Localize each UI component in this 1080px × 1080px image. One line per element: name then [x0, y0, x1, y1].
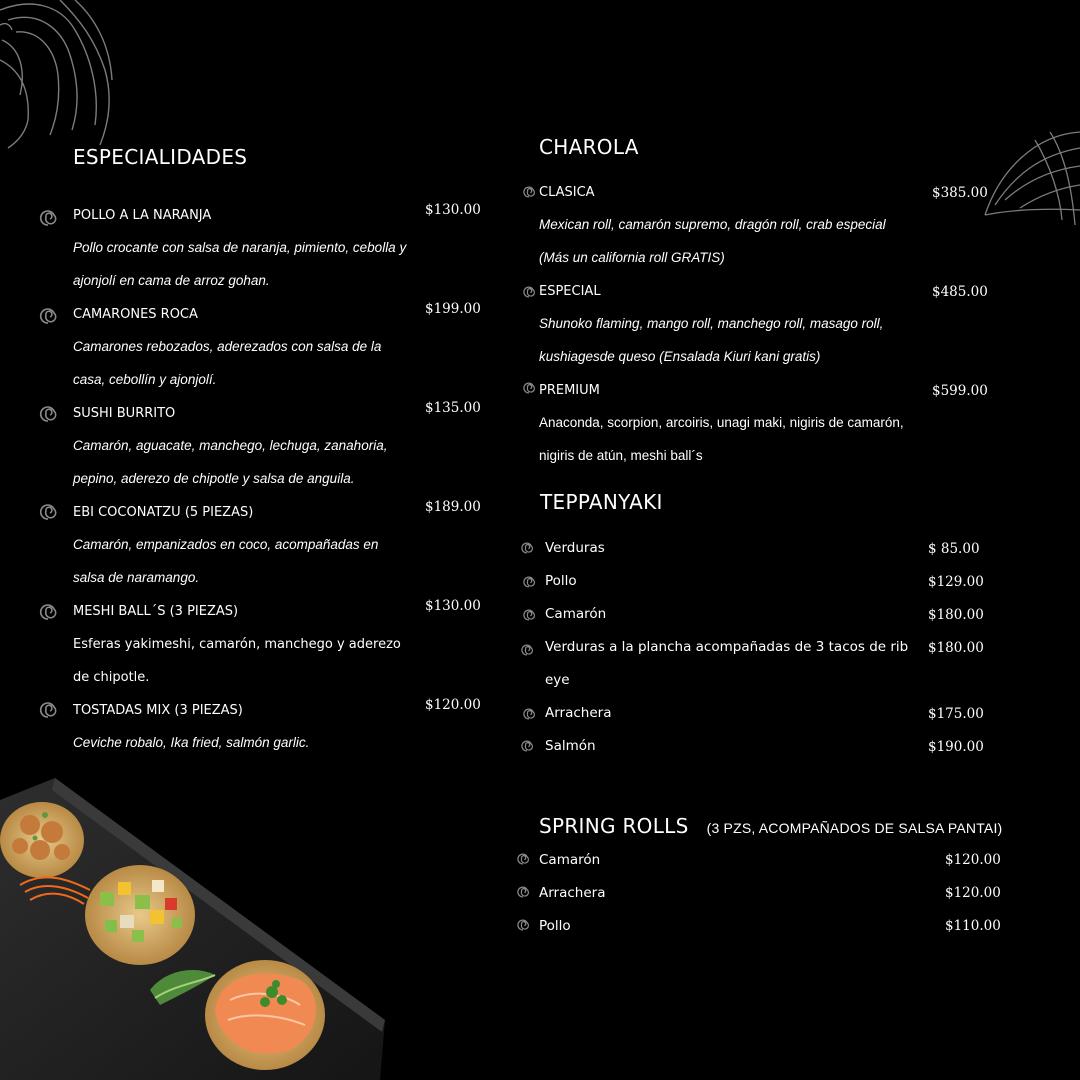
item-name: Pollo	[545, 573, 577, 589]
item-price: $189.00	[425, 499, 481, 515]
item-price: $180.00	[928, 640, 984, 656]
item-price: $180.00	[928, 607, 984, 623]
item-price: $129.00	[928, 574, 984, 590]
swirl-icon	[522, 707, 536, 721]
swirl-icon	[522, 575, 536, 589]
item-price: $135.00	[425, 400, 481, 416]
item-description: Camarón, empanizados en coco, acompañadas en salsa de naramango.	[73, 537, 379, 585]
swirl-icon	[38, 404, 58, 424]
item-description: Anaconda, scorpion, arcoiris, unagi maki, nigiris de camarón, nigiris de atún, meshi ball´s	[539, 415, 904, 463]
item-description: Camarones rebozados, aderezados con salsa de la casa, cebollín y ajonjolí.	[73, 339, 382, 387]
swirl-icon	[520, 739, 534, 753]
swirl-icon	[38, 306, 58, 326]
item-name: Verduras	[545, 540, 605, 556]
item-description: Shunoko flaming, mango roll, manchego roll, masago roll, kushiagesde queso (Ensalada Kiuri kani gratis)	[539, 316, 884, 364]
item-price: $130.00	[425, 598, 481, 614]
swirl-icon	[522, 608, 536, 622]
swirl-icon	[520, 541, 534, 555]
swirl-icon	[516, 852, 530, 866]
item-name: Camarón	[545, 606, 607, 622]
item-name: Verduras a la plancha acompañadas de 3 tacos de rib eye	[545, 639, 909, 688]
item-price: $190.00	[928, 739, 984, 755]
item-name: MESHI BALL´S (3 PIEZAS)	[73, 604, 239, 619]
item-description: Mexican roll, camarón supremo, dragón roll, crab especial (Más un california roll GRATIS)	[539, 217, 886, 265]
spring-rolls-title	[539, 814, 1002, 838]
koi-line-art-icon	[0, 0, 130, 150]
swirl-icon	[522, 285, 536, 299]
item-name: TOSTADAS MIX (3 PIEZAS)	[73, 703, 243, 718]
swirl-icon	[38, 208, 58, 228]
swirl-icon	[522, 381, 536, 395]
item-price: $385.00	[932, 185, 988, 201]
item-price: $120.00	[425, 697, 481, 713]
item-name: Arrachera	[545, 705, 612, 721]
tostadas-plate-image	[0, 770, 400, 1080]
charola-title: CHAROLA	[539, 135, 639, 159]
item-name: CAMARONES ROCA	[73, 307, 198, 322]
item-name: ESPECIAL	[539, 284, 601, 299]
item-price: $130.00	[425, 202, 481, 218]
item-price: $120.00	[945, 885, 1001, 901]
spring-rolls-note: (3 PZS, ACOMPAÑADOS DE SALSA PANTAI)	[706, 820, 1003, 836]
item-name: PREMIUM	[539, 383, 600, 398]
item-description: Ceviche robalo, Ika fried, salmón garlic.	[73, 735, 310, 750]
spring-rolls-title-text: SPRING ROLLS	[539, 814, 689, 838]
swirl-icon	[38, 502, 58, 522]
item-name: CLASICA	[539, 185, 595, 200]
item-price: $120.00	[945, 852, 1001, 868]
item-description: Pollo crocante con salsa de naranja, pimiento, cebolla y ajonjolí en cama de arroz gohan.	[73, 240, 407, 288]
fin-line-art-icon	[980, 120, 1080, 230]
item-name: Salmón	[545, 738, 596, 754]
item-description: Camarón, aguacate, manchego, lechuga, zanahoria, pepino, aderezo de chipotle y salsa de anguila.	[73, 438, 388, 486]
item-price: $485.00	[932, 284, 988, 300]
especialidades-title: ESPECIALIDADES	[73, 145, 248, 169]
swirl-icon	[38, 602, 58, 622]
swirl-icon	[516, 918, 530, 932]
item-price: $175.00	[928, 706, 984, 722]
item-name: SUSHI BURRITO	[73, 406, 176, 421]
item-name: Arrachera	[539, 885, 606, 901]
swirl-icon	[522, 185, 536, 199]
item-name: Pollo	[539, 918, 571, 934]
item-price: $ 85.00	[928, 541, 980, 557]
swirl-icon	[38, 700, 58, 720]
item-name: EBI COCONATZU (5 PIEZAS)	[73, 505, 254, 520]
swirl-icon	[516, 885, 530, 899]
swirl-icon	[520, 643, 534, 657]
teppanyaki-title: TEPPANYAKI	[540, 490, 663, 514]
item-description: Esferas yakimeshi, camarón, manchego y aderezo de chipotle.	[73, 637, 401, 685]
item-name: Camarón	[539, 852, 601, 868]
item-price: $599.00	[932, 383, 988, 399]
item-price: $110.00	[945, 918, 1001, 934]
item-price: $199.00	[425, 301, 481, 317]
item-name: POLLO A LA NARANJA	[73, 208, 212, 223]
